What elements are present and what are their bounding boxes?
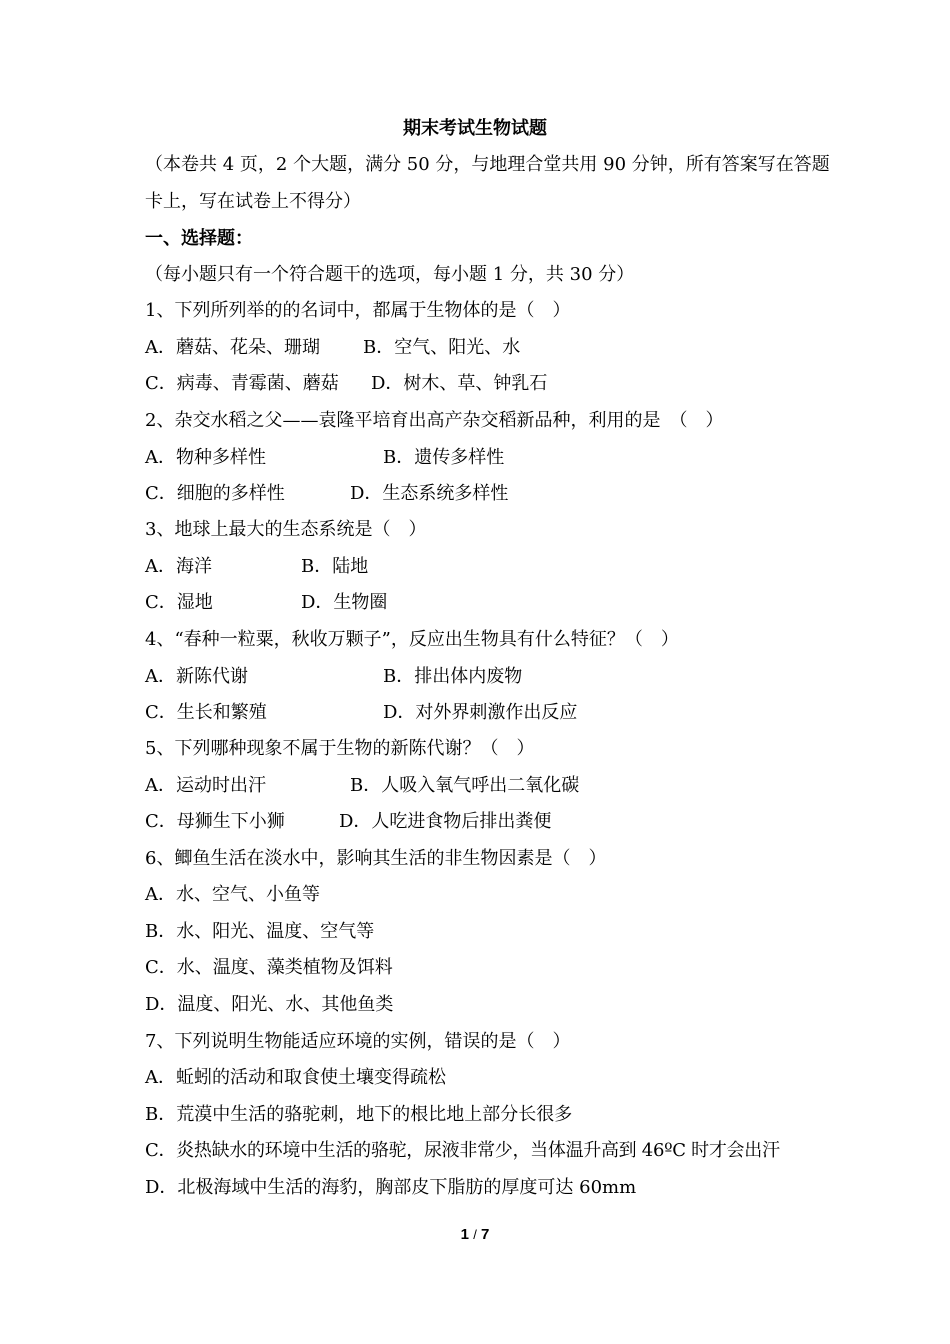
question-1-stem: 1、下列所列举的的名词中，都属于生物体的是（ ）: [145, 300, 571, 321]
question-7-option-d: D．北极海域中生活的海豹，胸部皮下脂肪的厚度可达 60mm: [145, 1177, 637, 1198]
option-a: A．新陈代谢: [145, 666, 248, 687]
option-b: B．空气、阳光、水: [363, 337, 521, 358]
question-2-options-row-2: [145, 482, 845, 506]
option-c: C．病毒、青霉菌、蘑菇: [145, 373, 339, 394]
question-4-options-row-1: [145, 665, 845, 689]
page-total: 7: [480, 1226, 490, 1243]
intro-line-2: 卡上，写在试卷上不得分）: [145, 191, 361, 212]
option-c: C．细胞的多样性: [145, 483, 285, 504]
question-5-stem: 5、下列哪种现象不属于生物的新陈代谢？（ ）: [145, 738, 535, 759]
option-c: C．生长和繁殖: [145, 702, 267, 723]
option-b: B．人吸入氧气呼出二氧化碳: [350, 775, 580, 796]
question-2-stem: 2、杂交水稻之父——袁隆平培育出高产杂交稻新品种，利用的是 （ ）: [145, 410, 724, 431]
question-4-stem: 4、“春种一粒粟，秋收万颗子”，反应出生物具有什么特征？（ ）: [145, 629, 679, 650]
option-d: D．人吃进食物后排出粪便: [339, 811, 552, 832]
question-3-stem: 3、地球上最大的生态系统是（ ）: [145, 519, 427, 540]
question-7-option-c: C．炎热缺水的环境中生活的骆驼，尿液非常少，当体温升高到 46ºC 时才会出汗: [145, 1140, 780, 1161]
question-3-options-row-2: [145, 591, 845, 615]
option-b: B．陆地: [301, 556, 369, 577]
page-current: 1: [460, 1226, 470, 1243]
option-d: D．生物圈: [301, 592, 388, 613]
question-5-options-row-2: [145, 810, 845, 834]
question-1-options-row-1: [145, 336, 845, 360]
question-6-option-d: D．温度、阳光、水、其他鱼类: [145, 994, 394, 1015]
question-1-options-row-2: [145, 372, 845, 396]
question-6-option-a: A．水、空气、小鱼等: [145, 884, 320, 905]
question-6-stem: 6、鲫鱼生活在淡水中，影响其生活的非生物因素是（ ）: [145, 848, 607, 869]
question-2-options-row-1: [145, 446, 845, 470]
option-d: D．生态系统多样性: [350, 483, 509, 504]
option-a: A．物种多样性: [145, 447, 266, 468]
option-d: D．对外界刺激作出反应: [383, 702, 578, 723]
section-note: （每小题只有一个符合题干的选项，每小题 1 分，共 30 分）: [145, 264, 635, 285]
option-d: D．树木、草、钟乳石: [371, 373, 548, 394]
option-b: B．遗传多样性: [383, 447, 505, 468]
question-7-option-a: A．蚯蚓的活动和取食使土壤变得疏松: [145, 1067, 446, 1088]
option-c: C．母狮生下小狮: [145, 811, 285, 832]
question-4-options-row-2: [145, 701, 845, 725]
option-a: A．运动时出汗: [145, 775, 266, 796]
intro-line-1: （本卷共 4 页，2 个大题，满分 50 分，与地理合堂共用 90 分钟，所有答案写在答题: [145, 154, 830, 175]
question-7-stem: 7、下列说明生物能适应环境的实例，错误的是（ ）: [145, 1031, 571, 1052]
question-5-options-row-1: [145, 774, 845, 798]
option-a: A．蘑菇、花朵、珊瑚: [145, 337, 320, 358]
question-6-option-c: C．水、温度、藻类植物及饵料: [145, 957, 393, 978]
exam-title: 期末考试生物试题: [403, 118, 547, 139]
option-b: B．排出体内废物: [383, 666, 523, 687]
page-separator: /: [473, 1227, 477, 1242]
section-heading: 一、选择题：: [145, 228, 253, 249]
page-number: [0, 1226, 950, 1243]
question-3-options-row-1: [145, 555, 845, 579]
question-6-option-b: B．水、阳光、温度、空气等: [145, 921, 375, 942]
question-7-option-b: B．荒漠中生活的骆驼刺，地下的根比地上部分长很多: [145, 1104, 573, 1125]
option-c: C．湿地: [145, 592, 213, 613]
option-a: A．海洋: [145, 556, 212, 577]
